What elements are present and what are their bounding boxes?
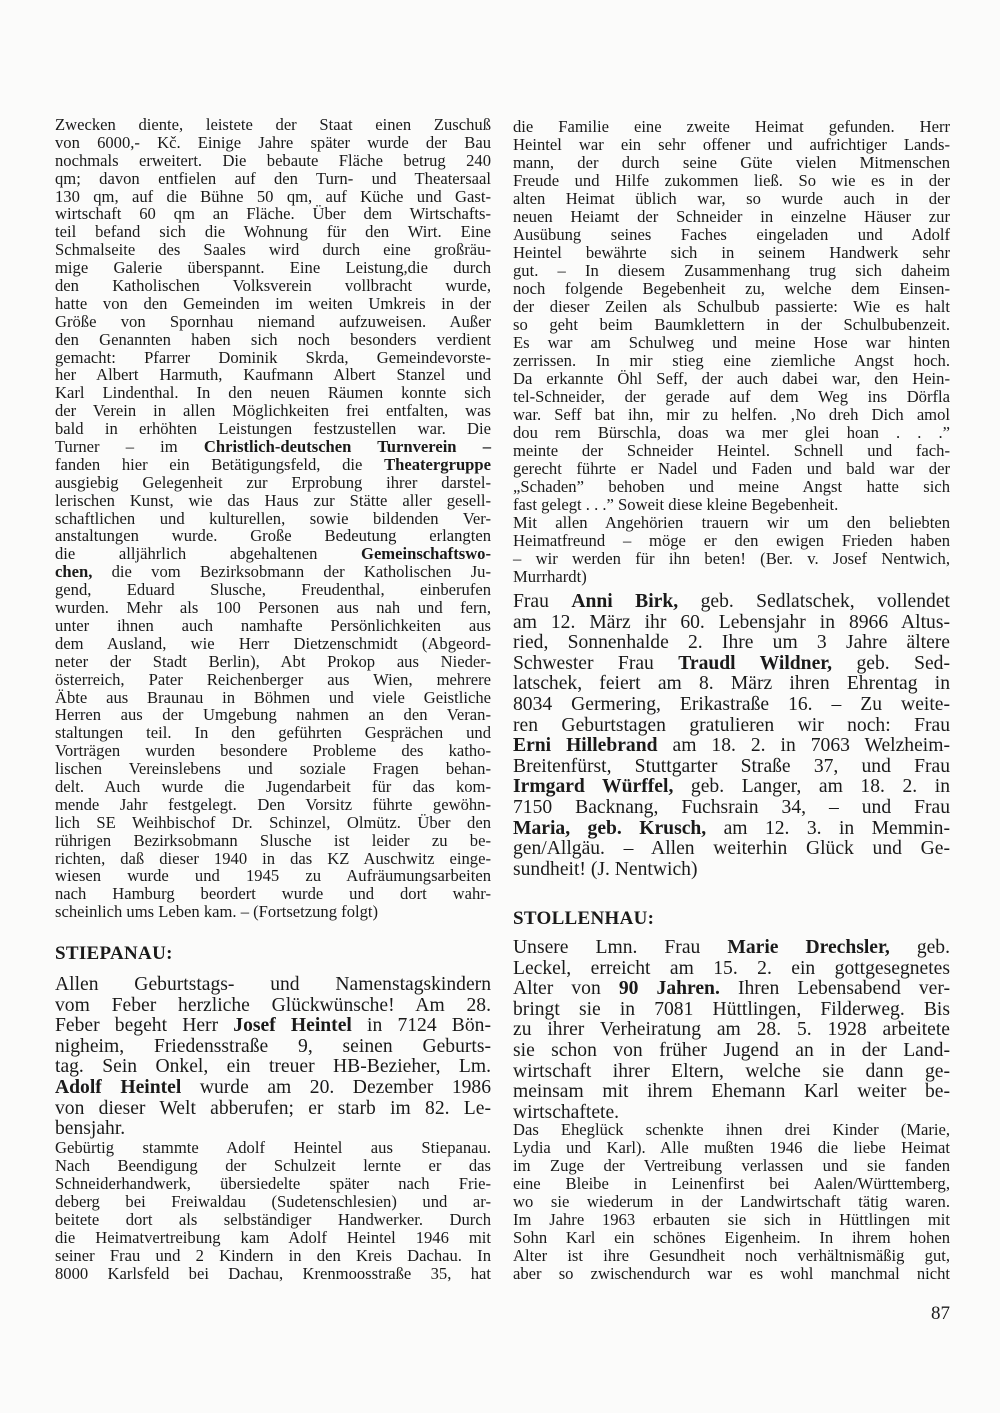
text-line: gend, Eduard Slusche, Freudenthal, einberufen xyxy=(55,580,491,600)
text-run: fanden hier ein Betätigungsfeld, die xyxy=(55,454,385,474)
text-line: war. Seff bat ihn, mir zu helfen. ‚No dreh Dich amol xyxy=(513,405,950,424)
text-run: wurde am 20. Dezember 1986 xyxy=(181,1076,492,1098)
text-line: ried, Sonnenhalde 2. Ihre um 3 Jahre ältere xyxy=(513,632,950,654)
text-line: 8034 Germering, Erikastraße 16. – Zu weite- xyxy=(513,693,950,715)
text-line: Herren aus der Umgebung nahmen an den Veran- xyxy=(55,705,491,725)
stiepanau-intro-text xyxy=(55,975,491,1140)
text-line: tel-Schneider, der gerade auf dem Weg ins Dörfla xyxy=(513,387,950,406)
text-line: wiesen wurde und 1945 zu Aufräumungsarbeiten xyxy=(55,866,491,886)
text-run: Turner – im xyxy=(55,437,204,457)
text-line: ausgiebig Gelegenheit zur Erprobung ihrer darstel- xyxy=(55,472,491,492)
text-run: Schwester Frau xyxy=(513,652,679,674)
text-run: Alter von xyxy=(513,978,619,1000)
text-line: Heintel bewährte sich in seinem Handwerk sehr xyxy=(513,243,950,262)
text-line: wo sie wiederum in der Landwirtschaft tätig waren. xyxy=(513,1192,950,1211)
text-line: anstaltungen wurde. Große Bedeutung erlangten xyxy=(55,526,491,546)
text-run: geb. xyxy=(889,937,951,958)
text-line: beitete dort als selbständiger Handwerker. Durch xyxy=(55,1210,491,1229)
text-line: sie schon von früher Jugend an in der Land- xyxy=(513,1039,950,1061)
stollenhau-intro-text xyxy=(513,938,950,1123)
text-line: Murrhardt) xyxy=(513,567,587,586)
section-heading-stiepanau: STIEPANAU: xyxy=(55,943,173,964)
text-line: Zwecken diente, leistete der Staat einen Zuschuß xyxy=(55,115,491,134)
text-line: meinsam mit ihrem Ehemann Karl weiter be- xyxy=(513,1081,950,1103)
text-line: ren Geburtstagen gratulieren wir noch: Frau xyxy=(513,714,950,736)
text-line: richten, daß dieser 1940 in das KZ Auschwitz einge- xyxy=(55,848,491,868)
bold-name: Anni Birk, xyxy=(571,591,679,612)
text-line: mende Jahr festgelegt. Den Vorsitz führte gewöhn- xyxy=(55,794,491,814)
text-line: bringt sie in 7081 Hüttlingen, Filderweg. Bis xyxy=(513,998,950,1020)
text-line: meinte der Schneider Heintel. Schnell und fach- xyxy=(513,441,950,460)
text-line: eine Bleibe in Leinenfirst bei Aalen/Württemberg, xyxy=(513,1174,950,1193)
text-line: teil befand sich die Wohnung für den Wirt. Eine xyxy=(55,222,491,242)
text-line: Ausübung seines Faches eingeladen und Adolf xyxy=(513,225,950,244)
text-line: gen/Allgäu. – Allen weiterhin Glück und Ge- xyxy=(513,838,950,860)
text-line: 8000 Karlsfeld bei Dachau, Krenmoosstraße 35, hat xyxy=(55,1264,491,1283)
text-line: latschek, feiert am 8. März ihren Ehrentag in xyxy=(513,673,950,695)
text-line: Heintel war ein sehr offener und aufrichtiger Lands- xyxy=(513,135,950,154)
text-run: Unsere Lmn. Frau xyxy=(513,937,728,958)
text-line: österreich, Pater Reichenberger aus Wien, mehrere xyxy=(55,669,491,689)
text-line: noch folgende Begebenheit zu, welche dem Einsen- xyxy=(513,279,950,298)
text-line: Allen Geburtstags- und Namenstagskindern xyxy=(55,974,491,995)
text-line: Im Jahre 1963 erbauten sie sich in Hüttlingen mit xyxy=(513,1210,950,1229)
text-run: Frau xyxy=(513,591,572,612)
text-line: nigheim, Friedensstraße 9, seinen Geburts- xyxy=(55,1035,491,1057)
text-line: von 6000,- Kč. Einige Jahre später wurde der Bau xyxy=(55,132,491,152)
text-line: lerischen Kunst, wie das Haus zur Stätte aller gesell- xyxy=(55,490,491,510)
bold-name: Adolf Heintel xyxy=(55,1076,182,1098)
text-line: staltungen teil. In den geführten Gesprächen und xyxy=(55,723,491,743)
text-line: scheinlich ums Leben kam. – (Fortsetzung folgt) xyxy=(55,902,379,922)
text-line: Schmalseite des Saales wird durch eine großräu- xyxy=(55,240,491,260)
text-run: am 18. 2. in 7063 Welzheim- xyxy=(657,735,950,757)
text-run: geb. Sedlatschek, vollendet xyxy=(678,591,950,612)
text-line xyxy=(513,938,950,959)
text-line xyxy=(55,563,491,581)
text-line xyxy=(513,736,950,757)
text-line: im Zuge der Vertreibung verlassen und sie fanden xyxy=(513,1156,950,1175)
text-line: wirtschaftete. xyxy=(513,1101,620,1123)
text-line: delt. Auch wurde die Jugendarbeit für das kom- xyxy=(55,776,491,796)
text-line: fast gelegt . . .” Soweit diese kleine Begebenheit. xyxy=(513,495,839,514)
text-line: Sohn Karl ein schönes Eigenheim. In ihrem hohen xyxy=(513,1228,950,1247)
text-line: hatte von den Gemeinden im weiten Umkreis in der xyxy=(55,293,491,313)
text-line: zu ihrer Verheiratung am 28. 5. 1928 arbeitete xyxy=(513,1019,950,1041)
text-line: „Schaden” behoben und meine Angst hatte sich xyxy=(513,477,950,496)
bold-name: Christlich-deutschen Turnverein – xyxy=(203,437,491,457)
text-line: deberg bei Freiwaldau (Sudetenschlesien) und ar- xyxy=(55,1192,491,1211)
text-run: Feber begeht Herr xyxy=(55,1015,234,1037)
text-line: schaftlichen und kulturellen, sowie bildenden Ver- xyxy=(55,508,491,528)
stollenhau-body-text xyxy=(513,1121,950,1283)
text-line: gerecht führte er Nadel und Faden und bald war der xyxy=(513,459,950,478)
birthday-greetings-text xyxy=(513,592,950,880)
bold-name: 90 Jahren. xyxy=(618,978,720,1000)
bold-name: chen, xyxy=(55,562,93,582)
text-line xyxy=(55,456,491,474)
text-line: der dieser Zeilen als Schulbub passierte: Wie es halt xyxy=(513,297,950,316)
bold-name: Marie Drechsler, xyxy=(727,937,890,958)
text-line: wirtschaft ihrer Eltern, welche sie dann ge- xyxy=(513,1060,950,1082)
text-line: Das Eheglück schenkte ihnen drei Kinder (Marie, xyxy=(513,1120,950,1139)
text-line: Äbte aus Braunau in Böhmen und viele Geistliche xyxy=(55,687,491,707)
stiepanau-obituary-text xyxy=(55,1139,491,1283)
article-continuation-text xyxy=(55,116,491,921)
bold-name: Theatergruppe xyxy=(384,454,491,474)
text-line: Es war am Schulweg und meine Hose war hinten xyxy=(513,333,950,352)
text-line: lischen Vereinslebens und soziale Fragen behan- xyxy=(55,759,491,779)
text-line: wurden. Mehr als 100 Personen aus nah und fern, xyxy=(55,598,491,618)
text-run: am 12. 3. in Memmin- xyxy=(706,817,950,839)
text-line: 7150 Backnang, Fuchsrain 34, – und Frau xyxy=(513,796,950,818)
text-line: mann, der durch seine Güte vielen Mitmenschen xyxy=(513,153,950,172)
text-line: den Katholischen Volksverein vollbracht wurde, xyxy=(55,276,491,296)
text-line: Breitenfürst, Stuttgarter Straße 37, und Frau xyxy=(513,755,950,777)
text-line: Karl Lindenthal. In den neuen Räumen konnte sich xyxy=(55,383,491,403)
text-line xyxy=(513,592,950,613)
text-line: Größe von Spornhau niemand aufzuweisen. Außer xyxy=(55,311,491,331)
text-line: bald in erhöhten Leistungen festzustellen war. Die xyxy=(55,419,491,439)
text-line: wirtschaft 60 qm an Fläche. Über dem Wirtschafts- xyxy=(55,204,491,224)
bold-name: Erni Hillebrand xyxy=(513,735,658,757)
text-line: so geht beim Baumklettern in der Schulbubenzeit. xyxy=(513,315,950,334)
text-line: den Genannten haben sich noch besonders verdient xyxy=(55,329,491,349)
bold-name: Traudl Wildner, xyxy=(678,652,833,674)
text-line: aber so zwischendurch war es wohl manchmal nicht xyxy=(513,1264,950,1283)
text-line xyxy=(55,438,491,456)
text-run: in 7124 Bön- xyxy=(351,1015,491,1037)
text-line: tag. Sein Onkel, ein treuer HB-Bezieher, Lm. xyxy=(55,1056,491,1078)
text-line: Leckel, erreicht am 15. 2. ein gottgesegnetes xyxy=(513,957,950,979)
text-line xyxy=(55,545,491,563)
text-line: Alter ist ihre Gesundheit noch verhältnismäßig gut, xyxy=(513,1246,950,1265)
text-line: mige Galerie überspannt. Eine Leistung,die durch xyxy=(55,258,491,278)
text-line: Da erkannte Öhl Seff, der auch dabei war, den Hein- xyxy=(513,369,950,388)
text-line: qm; davon entfielen auf den Turn- und Theatersaal xyxy=(55,168,491,188)
text-line: seiner Frau und 2 Kindern in den Kreis Dachau. In xyxy=(55,1246,491,1265)
text-line: nach Hamburg beordert wurde und dort wahr- xyxy=(55,884,491,904)
text-line: Lydia und Karl). Alle mußten 1946 die liebe Heimat xyxy=(513,1138,950,1157)
text-run: die alljährlich abgehaltenen xyxy=(55,544,362,564)
text-line: dem Ausland, wie Herr Dietzenschmidt (Abgeord- xyxy=(55,633,491,653)
text-line xyxy=(513,979,950,1000)
text-line: vom Feber herzliche Glückwünsche! Am 28. xyxy=(55,994,491,1016)
text-line: Vorträgen wurden besondere Probleme des katho- xyxy=(55,741,491,761)
bold-name: Gemeinschaftswo- xyxy=(361,544,491,564)
text-line: Mit allen Angehörien trauern wir um den beliebten xyxy=(513,513,950,532)
text-line xyxy=(55,1016,491,1037)
bold-name: Josef Heintel xyxy=(233,1015,352,1037)
text-line xyxy=(513,654,950,675)
text-line: Gebürtig stammte Adolf Heintel aus Stiepanau. xyxy=(55,1138,491,1157)
text-line: lich SE Weihbischof Dr. Schinzel, Olmütz. Über den xyxy=(55,812,491,832)
text-line: gemacht: Pfarrer Dominik Skrda, Gemeindevorste- xyxy=(55,347,491,367)
text-line xyxy=(55,1078,491,1099)
text-line: Schneiderhandwerk, übersiedelte später nach Frie- xyxy=(55,1174,491,1193)
text-line xyxy=(513,819,950,840)
text-line: nochmals erweitert. Die bebaute Fläche betrug 240 xyxy=(55,150,491,170)
text-line: von dieser Welt abberufen; er starb im 82. Le- xyxy=(55,1097,491,1119)
text-line: neuen Heiamt der Schneider in einzelne Häuser zur xyxy=(513,207,950,226)
bold-name: Maria, geb. Krusch, xyxy=(513,817,707,839)
text-run: geb. Sed- xyxy=(832,652,950,674)
text-line: der Verein in allen Möglichkeiten frei entfalten, was xyxy=(55,401,491,421)
text-line: Heimatfreund – möge er den ewigen Frieden haben xyxy=(513,531,950,550)
page-number: 87 xyxy=(931,1303,950,1324)
text-run: Ihren Lebensabend ver- xyxy=(719,978,950,1000)
text-line: neter der Stadt Berlin), Abt Prokop aus Nieder- xyxy=(55,651,491,671)
text-line: alten Heimat üblich war, so wurde auch in der xyxy=(513,189,950,208)
text-line: rührigen Bezirksobmann Slusche ist leider zu be- xyxy=(55,830,491,850)
text-run: die vom Bezirksobmann der Katholischen Ju- xyxy=(92,562,491,582)
text-line: gut. – In diesem Zusammenhang trug sich daheim xyxy=(513,261,950,280)
bold-name: Irmgard Würffel, xyxy=(513,776,674,798)
text-line: – wir werden für ihn beten! (Ber. v. Josef Nentwich, xyxy=(513,549,950,568)
text-line: 130 qm, auf die Bühne 50 qm, auf Küche und Gast- xyxy=(55,186,491,206)
text-run: geb. Langer, am 18. 2. in xyxy=(673,776,950,798)
text-line: her Albert Harmuth, Kaufmann Albert Stanzel und xyxy=(55,365,491,385)
text-line: zerrissen. In mir stieg eine ziemliche Angst hoch. xyxy=(513,351,950,370)
text-line: bensjahr. xyxy=(55,1118,126,1140)
text-line: die Heimatvertreibung kam Adolf Heintel 1946 mit xyxy=(55,1228,491,1247)
text-line: dou rem Bürschla, doas wa mer glei hoan . . .” xyxy=(513,423,950,442)
text-line: die Familie eine zweite Heimat gefunden. Herr xyxy=(513,117,950,136)
text-line: Freude und Hilfe zukommen ließ. So wie es in der xyxy=(513,171,950,190)
text-line xyxy=(513,777,950,798)
text-line: am 12. März ihr 60. Lebensjahr in 8966 Altus- xyxy=(513,611,950,633)
text-line: unter ihnen auch namhafte Persönlichkeiten aus xyxy=(55,615,491,635)
obituary-continuation-text xyxy=(513,118,950,586)
text-line: sundheit! (J. Nentwich) xyxy=(513,858,698,880)
section-heading-stollenhau: STOLLENHAU: xyxy=(513,908,655,929)
text-line: Nach Beendigung der Schulzeit lernte er das xyxy=(55,1156,491,1175)
